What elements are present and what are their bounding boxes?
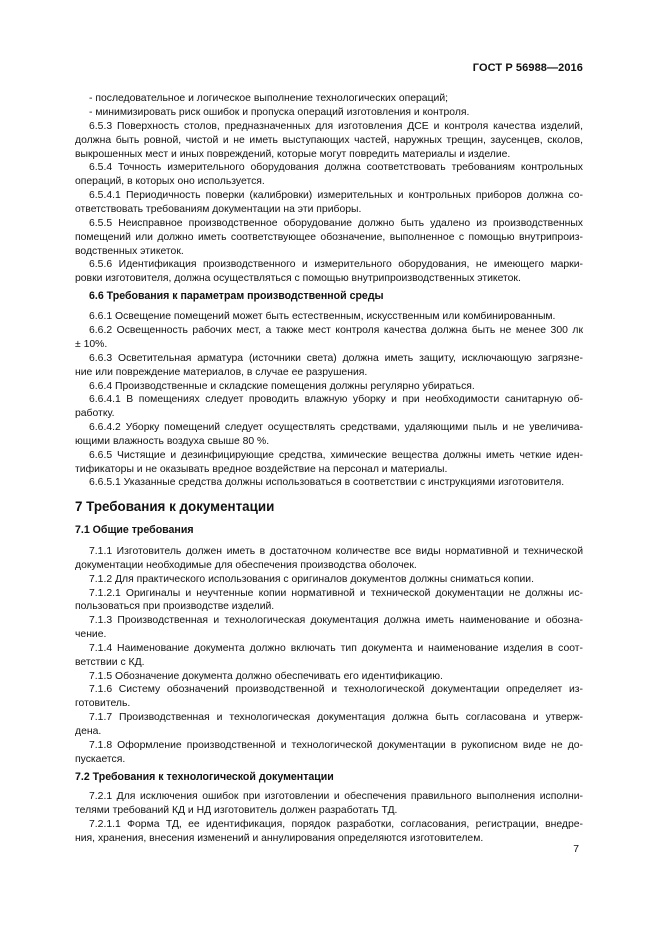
text-line: должна быть ровной, чистой и не иметь выступающих частей, наружных трещин, заусенцев, сколов, xyxy=(75,135,583,146)
text-line: 6.5.4.1 Периодичность поверки (калибровки) измерительных и контрольных приборов должна со- xyxy=(89,190,583,201)
text-line: 7.1.4 Наименование документа должно включать тип документа и наименование изделия в соот- xyxy=(89,643,583,654)
text-line: 6.6.3 Осветительная арматура (источники света) должна иметь защиту, исключающую загрязне- xyxy=(89,353,583,364)
text-line: 6.6.1 Освещение помещений может быть естественным, искусственным или комбинированным. xyxy=(89,311,556,322)
text-line: готовитель. xyxy=(75,698,131,709)
text-line: 6.6.4.2 Уборку помещений следует осуществлять средствами, удаляющими пыль и не увеличива- xyxy=(89,422,583,433)
text-line: ровки изготовителя, должна осуществляться с помощью внутрипроизводственных этикеток. xyxy=(75,273,521,284)
text-line: 7.1.2.1 Оригиналы и неучтенные копии нормативной и технической документации не должны ис- xyxy=(89,588,583,599)
text-line: ющими влажность воздуха свыше 80 %. xyxy=(75,436,270,447)
subsection-heading: 7.1 Общие требования xyxy=(75,524,194,536)
text-line: ния, хранения, внесения изменений и аннулирования определяются изготовителем. xyxy=(75,833,484,844)
text-line: операций, в которых оно используется. xyxy=(75,176,265,187)
text-line: 6.5.5 Неисправное производственное оборудование должно быть удалено из производственных xyxy=(89,218,583,229)
text-line: 7.2.1 Для исключения ошибок при изготовлении и обеспечения правильного выполнения исполни- xyxy=(89,791,583,802)
text-line: ветствии с КД. xyxy=(75,657,145,668)
text-line: 6.6.5 Чистящие и дезинфицирующие средства, химические вещества должны иметь четкие иден- xyxy=(89,450,583,461)
text-line: работку. xyxy=(75,408,115,419)
text-line: 6.6.5.1 Указанные средства должны использоваться в соответствии с инструкциями изготовителя. xyxy=(89,477,565,488)
text-line: 7.1.6 Систему обозначений производственной и технологической документации определяет из- xyxy=(89,684,583,695)
text-line: 7.2.1.1 Форма ТД, ее идентификация, порядок разработки, согласования, регистрации, внедре- xyxy=(89,819,583,830)
subsection-heading: 6.6 Требования к параметрам производственной среды xyxy=(89,290,384,302)
text-line: 7.1.5 Обозначение документа должно обеспечивать его идентификацию. xyxy=(89,671,443,682)
text-line: документации необходимые для обеспечения производства оболочек. xyxy=(75,560,417,571)
text-line: выкрошенных мест и иных повреждений, которые могут повредить материалы и изделие. xyxy=(75,149,511,160)
section-heading: 7 Требования к документации xyxy=(75,499,275,514)
text-line: дена. xyxy=(75,726,102,737)
text-line: 6.5.3 Поверхность столов, предназначенных для изготовления ДСЕ и контроля качества изделий, xyxy=(89,121,583,132)
text-line: 7.1.3 Производственная и технологическая документация должна иметь наименование и обозна- xyxy=(89,615,583,626)
subsection-heading: 7.2 Требования к технологической документации xyxy=(75,771,334,783)
text-line: тификаторы и не оказывать вредное воздействие на персонал и материалы. xyxy=(75,464,448,475)
document-code-header: ГОСТ Р 56988—2016 xyxy=(472,62,583,74)
text-line: ± 10%. xyxy=(75,339,108,350)
text-line: телями требований КД и НД изготовитель должен разработать ТД. xyxy=(75,805,398,816)
page-number: 7 xyxy=(573,844,579,855)
text-line: чение. xyxy=(75,629,107,640)
text-line: 7.1.1 Изготовитель должен иметь в достаточном количестве все виды нормативной и технической xyxy=(89,546,583,557)
text-line: 7.1.8 Оформление производственной и технологической документации в рукописном виде не до- xyxy=(89,740,583,751)
text-line: пускается. xyxy=(75,754,126,765)
text-line: 6.5.6 Идентификация производственного и измерительного оборудования, не имеющего марки- xyxy=(89,259,583,270)
text-line: ние или повреждение материалов, в случае ее разрушения. xyxy=(75,367,368,378)
text-line: 6.6.4 Производственные и складские помещения должны регулярно убираться. xyxy=(89,381,475,392)
text-line: 7.1.2 Для практического использования с оригиналов документов должны сниматься копии. xyxy=(89,574,534,585)
text-line: 6.5.4 Точность измерительного оборудования должна соответствовать требованиям контрольных xyxy=(89,162,583,173)
text-line: пользоваться при производстве изделий. xyxy=(75,601,275,612)
text-line: 7.1.7 Производственная и технологическая документация должна быть согласована и утверж- xyxy=(89,712,583,723)
text-line: - минимизировать риск ошибок и пропуска операций изготовления и контроля. xyxy=(89,107,470,118)
text-line: ответствовать требованиям документации на эти приборы. xyxy=(75,204,362,215)
text-line: водственных этикеток. xyxy=(75,246,184,257)
text-line: - последовательное и логическое выполнение технологических операций; xyxy=(89,93,449,104)
text-line: помещений или должно иметь соответствующее обозначение, выполненное с помощью внутрипроиз- xyxy=(75,232,583,243)
text-line: 6.6.2 Освещенность рабочих мест, а также мест контроля качества должна быть не менее 300 лк xyxy=(89,325,583,336)
text-line: 6.6.4.1 В помещениях следует проводить влажную уборку и при необходимости санитарную об- xyxy=(89,394,583,405)
